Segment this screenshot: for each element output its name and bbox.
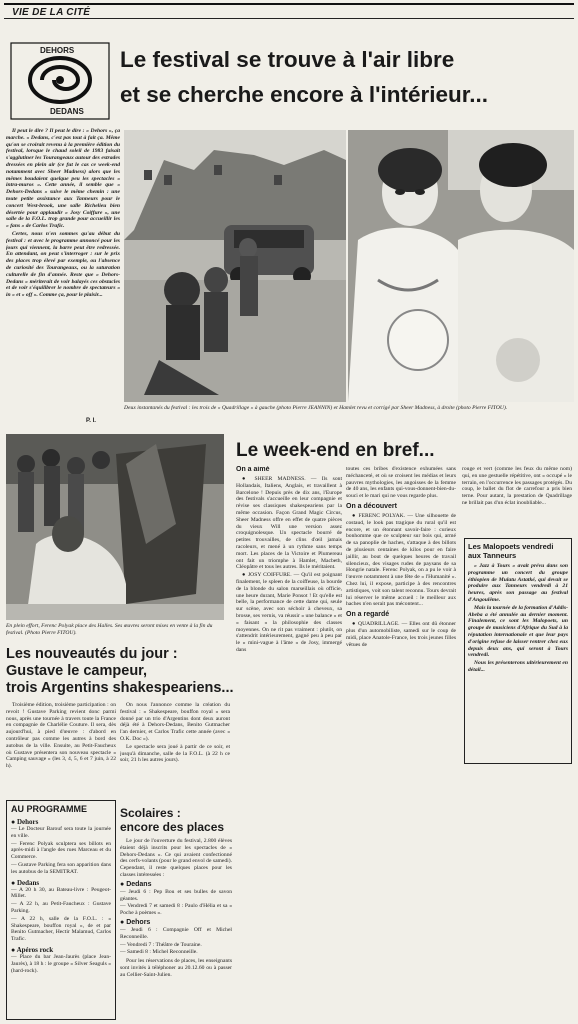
intro-signature: P. I. (86, 418, 96, 424)
programme-item: — A 20 h 30, au Bateau-livre : Peugeot-Millet. (11, 886, 111, 900)
nouveautes-col1-text: Troisième édition, troisième participation : on revoit ! Gustave Parking revient donc parmi nous, après une tournée à travers toute la France en compagnie de Charlélie Couture. Il sera, dès aujourd'hui, à pied d'œuvre : d'abord en contrôleur pas comme les autres à bord des autobus de la ville. Ensuite, au Petit-Faucheux où Gustave présentera son nouveau spectacle « Camping sauvage » (les 3, 4, 5, 6 et 7 juin, à 22 h). (6, 702, 116, 770)
blank-area (236, 770, 576, 1022)
weekend-col3 (462, 466, 572, 536)
nouveautes-col2-text: On nous l'annonce comme la création du festival : « Shakespeare, bouffon royal » sera donné par un trio d'Argentins dont deux auront déjà été à Dehors-Dedans, Benito Gutmacher l'an dernier, et Carlos Trafic cette année (avec « O.K. Doc »). (120, 702, 230, 742)
malopoets-p2: Mais la tournée de la formation d'Addis-Abeba a été annulée au dernier moment. Finalement, ce sont les Malopoets, un groupe de musiciens d'Afrique du Sud à la réputation internationale et que leur pays d'origine refuse de laisser rentrer chez eux depuis deux ans, qui seront à Tours vendredi. (468, 604, 568, 659)
scolaires-headline-1: Scolaires : (120, 806, 181, 820)
malopoets-p3: Nous les présenterons ultérieurement en détail... (468, 660, 568, 673)
photo-sheer-madness (348, 130, 574, 402)
nouveautes-headline-1: Les nouveautés du jour : (6, 646, 178, 662)
programme-head-dehors: ● Dehors (11, 818, 39, 826)
festival-logo (10, 42, 110, 120)
nouveautes-col1 (6, 702, 116, 794)
scolaires-head-dedans: ● Dedans (120, 880, 152, 888)
weekend-aime-josy: ● JOSY COIFFURE. — Qu'il est poignant finalement, le spleen de la coiffeuse, la bourde de la blonde du salon marseillais où officie, une heure durant, Marie Ponsot ! Et qu'elle est belle, la performance de cette dame qui, seule sur scène, avec son séchoir à cheveux, sa brosse, ses vernis, va réussir « une balance » et « faisant » la philosophie des classes moyennes. On ne rit pas vraiment : plutôt, on s'attendrit intérieurement, gagné peu à peu par le « mini-vague à l'âme » de Josy, immergé dans (236, 572, 342, 653)
nouveautes-headline-2: Gustave le campeur, (6, 663, 148, 679)
intro-article (6, 128, 120, 418)
section-header (4, 3, 574, 19)
top-photo-caption: Deux instantanés du festival : les trois de « Quadrillage » à gauche (photo Pierre JEANNIN) et Hamlet revu et corrigé par Sheer Madness, à droite (photo Pierre FITOU). (124, 405, 508, 411)
section-title: VIE DE LA CITÉ (12, 7, 91, 18)
weekend-regarde-head: On a regardé (346, 611, 390, 619)
nouveautes-col2 (120, 702, 230, 794)
nouveautes-headline-3: trois Argentins shakespeariens... (6, 680, 234, 696)
programme-item: — Gustave Parking fera son apparition dans les autobus de la SEMITRAT. (11, 861, 111, 875)
scolaires-item: — Jeudi 6 : Compagnie Off et Michel Reconneille. (120, 926, 232, 940)
scolaires-item: — Vendredi 7 et samedi 8 : Paulo d'Hélia et sa « Poche à poèmes ». (120, 903, 232, 917)
malopoets-title: Les Malopoets vendredi aux Tanneurs (468, 542, 554, 560)
programme-section-dedans (11, 879, 111, 944)
intro-paragraph-1: Il peut le dire ? Il peut le dire : « Dehors », ça marche. « Dedans, c'est pas tout à fait ça. Même qu'on se croirait revenu à la première édition du festival, lorsque le chaud soleil de 1983 faisait s'agglutiner les Tourangeaux autour des estrades dressées en plein air (ce fut le cas ce week-end notamment avec Sheer Madness) alors que les mêmes boudaient quelque peu les spectacles « intra-muros ». Cette année, il semble que « Dehors-Dedans » suive le même chemin : une toute petite assistance aux Tanneurs pour le concert West-brook, une salle Richelieu bien désertée pour applaudir « Josy Coiffure », une salle de la F.O.L. trop grande pour accueillir les « fans » de Carlos Trafic. (6, 128, 120, 230)
scolaires-headline (120, 806, 230, 834)
scolaires-item: — Samedi 8 : Michel Reconneille. (120, 949, 198, 956)
programme-head-dedans: ● Dedans (11, 878, 40, 887)
programme-box (6, 800, 116, 1020)
programme-item: — Place du bar Jean-Jaurès (place Jean-Jaurès), à 18 h : le groupe « Silver Seaguls » (hard-rock). (11, 953, 111, 974)
programme-item: — A 22 h, salle de la F.O.L. : « Shakespeare, bouffon royal », de et par Benito Gutmacher, Hectir Malamud, Carlos Trafic. (11, 915, 111, 943)
scolaires-item: — Vendredi 7 : Théâtre de Touraine. (120, 941, 202, 948)
programme-head-aperos: ● Apéros rock (11, 945, 54, 954)
programme-head-dehors-label: Dehors (16, 818, 39, 826)
weekend-regarde-text: ● QUADRILLAGE. — Elles ont dû étonner plus d'un automobiliste, samedi sur le coup de midi, place Anatole-France, les trois jeunes filles vêtues de (346, 621, 456, 648)
programme-head-dedans-label: Dedans (16, 878, 40, 887)
malopoets-box (464, 538, 572, 764)
left-caption-text: En plein effort, Ferenc Polyak place des Halles. Ses œuvres seront mises en vente à la fin du festival. (6, 623, 213, 636)
scolaires-outro: Pour les réservations de places, les enseignants sont invités à téléphoner au 20.12.60 ou à passer au Cellier-Saint-Julien. (120, 958, 232, 978)
scolaires-body (120, 838, 232, 1020)
weekend-headline: Le week-end en bref... (236, 440, 435, 461)
programme-item: — Ferenc Polyak sculptera ses billots en après-midi à l'angle des rues Marceau et du Commerce. (11, 840, 111, 861)
weekend-right-text: rouge et vert (comme les feux du même nom) qui, en une gestuelle répétitive, ont « occupé » le terrain, en l'occurrence les passages protégés. Du coup, le ballet du flot de carrefour a pris bien terne. Pour autant, la prestation de Quadrillage ne brillait pas d'un éclat inoubliable... (462, 466, 572, 506)
weekend-col1 (236, 466, 342, 766)
scolaires-head-dehors-label: Dehors (126, 918, 151, 926)
scolaires-intro: Le jour de l'ouverture du festival, 2.800 élèves étaient déjà inscrits pour les spectacles de « Dehors-Dedans ». Ce qui avaient confectionné des cerfs-volants (pour le grand envol de samedi). Cependant, il reste quelques places pour les classes intéressées : (120, 838, 232, 878)
weekend-col2 (346, 466, 456, 766)
header-rule (4, 18, 574, 19)
scolaires-headline-2: encore des places (120, 820, 225, 834)
programme-title: AU PROGRAMME (11, 804, 87, 814)
main-headline (120, 46, 576, 108)
programme-head-aperos-label: Apéros rock (16, 945, 54, 954)
scolaires-item: — Jeudi 6 : Pep Bou et ses bulles de savon géantes. (120, 888, 232, 902)
programme-section-dehors (11, 818, 111, 877)
photo-ferenc-polyak (6, 434, 224, 620)
weekend-aime-head: On a aimé (236, 466, 270, 473)
malopoets-p1: « Jazz à Tours » avait prévu dans son programme un concert du groupe éthiopien de Mulatu Astatké, qui devait se produire aux Tanneurs vendredi à 21 heures, après son passage au festival d'Angoulême. (468, 563, 568, 603)
scolaires-head-dehors: ● Dehors (120, 918, 151, 926)
photo-quadrillage (124, 130, 346, 402)
intro-paragraph-2: Certes, nous n'en sommes qu'au début du festival : et avec le programme annoncé pour les jours qui viennent, la barre peut être redressée. En attendant, on peut s'interroger : sur le prix des places trop élevé par exemple, ou l'absence de curiosité des Tourangeaux, ou la saturation culturelle de fin d'année. Reste que « Dehors-Dedans » mériterait de voir balayés ces obstacles et de voir s'équilibrer le nombre de spectateurs « in » et « off ». Comme ça, pour le plaisir... (6, 230, 120, 299)
scolaires-head-dedans-label: Dedans (126, 880, 152, 888)
nouveautes-col2b-text: Le spectacle sera joué à partir de ce soir, et jusqu'à dimanche, salle de la F.O.L. (à 22 h ce soir, 21 h les autres jours). (120, 743, 230, 764)
main-headline-line-1: Le festival se trouve à l'air libre (120, 47, 455, 72)
programme-section-aperos (11, 946, 111, 975)
left-caption-credit: (Photo Pierre FITOU). (24, 629, 77, 636)
weekend-decouvert-text: ● FERENC POLYAK. — Une silhouette de costaud, le look pas tragique du rural qu'il est encore, et un étonnant savoir-faire : curieux bonhomme que ce sculpteur sur bois qui, armé de sa panoplie de haches, s'attaque à des billots de plusieurs centaines de kilos pour en faire jaillir, au bout de quelques heures de travail silencieux, des visages rudes de paysans de sa Hongrie natale. Ferenc Polyak, on a pu le voir à l'œuvre notamment à une fête de « l'Humanité ». Chez lui, il expose, participe à des rencontres artistiques, voit son talent reconnu. Tours devrait lui réserver le même accueil : le meilleur aux haches n'en serait pas mécontent... (346, 512, 456, 608)
programme-item: — A 22 h, au Petit-Faucheux : Gustave Parking. (11, 901, 111, 914)
logo-top-text: DEHORS (40, 46, 75, 55)
malopoets-body (468, 563, 568, 675)
weekend-aime-sheer: ● SHEER MADNESS. — Ils sont Hollandais, Italiens, Anglais, et travaillent à Barcelone ! Depuis près de dix ans, l'Europe des festivals s'accueille en leur compagnie et révise ses classiques shakespeariens par la même occasion. Façon Grand Magic Circus, Sheer Madness offre en effet de quatre pièces du vieux Will une version assez croquignolesque. Un spectacle bourré de petites trouvailles, de clins d'œil jamais racoleurs, et mené à un rythme sans temps mort. Les places de la Victoire et Plumereau ont fait un triomphe à Hamlet, Macbeth, Cléopâtre et tous les autres. Ils le méritaient. (236, 476, 342, 571)
weekend-decouvert-head: On a découvert (346, 502, 397, 510)
logo-bottom-text: DEDANS (50, 107, 84, 116)
main-headline-line-2: et se cherche encore à l'intérieur... (120, 82, 489, 107)
programme-item: — Le Docteur Barouf sera toute la journée en ville. (11, 826, 111, 839)
left-photo-caption (6, 623, 224, 637)
nouveautes-headline (6, 646, 234, 697)
weekend-mid-text: toutes ces bribes d'existence exhumées sans méchanceté, et où se croisent les médias et leurs pauvres mythologies, les angoisses de la femme de 40 ans, les enfants qui-vous-donnent-bien-du-souci et le mari qui ne vous regarde plus. (346, 466, 456, 500)
